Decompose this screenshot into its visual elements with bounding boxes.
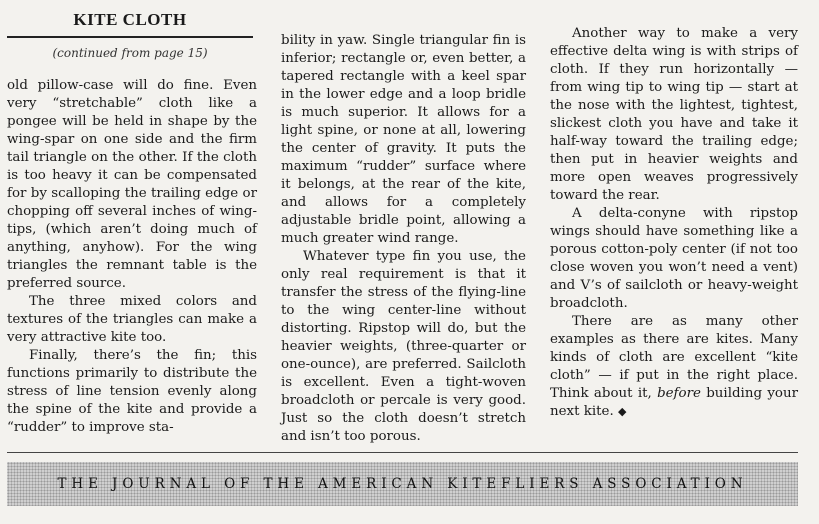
paragraph: A delta-conyne with ripstop wings should have something like a porous cotton-poly center (if not too close woven you won’t need a vent) and V’s of sailcloth or heavy-weight broadcloth. xyxy=(550,206,798,311)
paragraph: bility in yaw. Single triangular fin is inferior; rectangle or, even better, a tapered rectangle with a keel spar in the lower edge and a loop bridle is much superior. It allows for a light spine, or none at all, lowering the center of gravity. It puts the maximum “rudder” surface where it belongs, at the rear of the kite, and allows for a completely adjustable bridle point, allowing a much greater wind range. xyxy=(281,33,526,246)
paragraph: Another way to make a very effective delta wing is with strips of cloth. If they run horizontally — from wing tip to wing tip — start at the nose with the lightest, tightest, slickest cloth you have and take it half-way toward the trailing edge; then put in heavier weights and more open weaves progressively toward the rear. xyxy=(550,26,798,203)
continued-note: (continued from page 15) xyxy=(52,46,208,60)
closing-text-end: building your next kite. xyxy=(550,386,798,419)
end-mark-icon: ◆ xyxy=(617,405,627,418)
emphasis-word: before xyxy=(657,386,701,401)
footer-rule xyxy=(7,452,798,453)
column-3 xyxy=(550,25,798,421)
column-1 xyxy=(7,0,257,437)
journal-name: THE JOURNAL OF THE AMERICAN KITEFLIERS ASSOCIATION xyxy=(57,476,748,492)
paragraph: old pillow-case will do fine. Even very “stretchable” cloth like a pongee will be held in shape by the wing-spar on one side and the firm tail triangle on the other. If the cloth is too heavy it can be compensated for by scalloping the trailing edge or chopping off several inches of wing-tips, (which aren’t doing much of anything, anyhow). For the wing triangles the remnant table is the preferred source. xyxy=(7,78,257,291)
paragraph-closing xyxy=(550,313,798,421)
paragraph: Finally, there’s the fin; this functions primarily to distribute the stress of line tension evenly along the spine of the kite and provide a “rudder” to improve sta- xyxy=(7,348,257,435)
closing-text: There are as many other examples as there are kites. Many kinds of cloth are excellent “kite cloth” — if put in the right place. Think about it, xyxy=(550,314,798,401)
article-title: KITE CLOTH xyxy=(73,10,187,29)
journal-footer-banner xyxy=(7,462,798,506)
paragraph: Whatever type fin you use, the only real requirement is that it transfer the stress of the flying-line to the wing center-line without distorting. Ripstop will do, but the heavier weights, (three-quarter or one-ounce), are preferred. Sailcloth is excellent. Even a tight-woven broadcloth or percale is very good. Just so the cloth doesn’t stretch and isn’t too porous. xyxy=(281,249,526,444)
paragraph: The three mixed colors and textures of the triangles can make a very attractive kite too. xyxy=(7,294,257,345)
column-2 xyxy=(281,32,526,446)
title-rule xyxy=(7,36,253,38)
